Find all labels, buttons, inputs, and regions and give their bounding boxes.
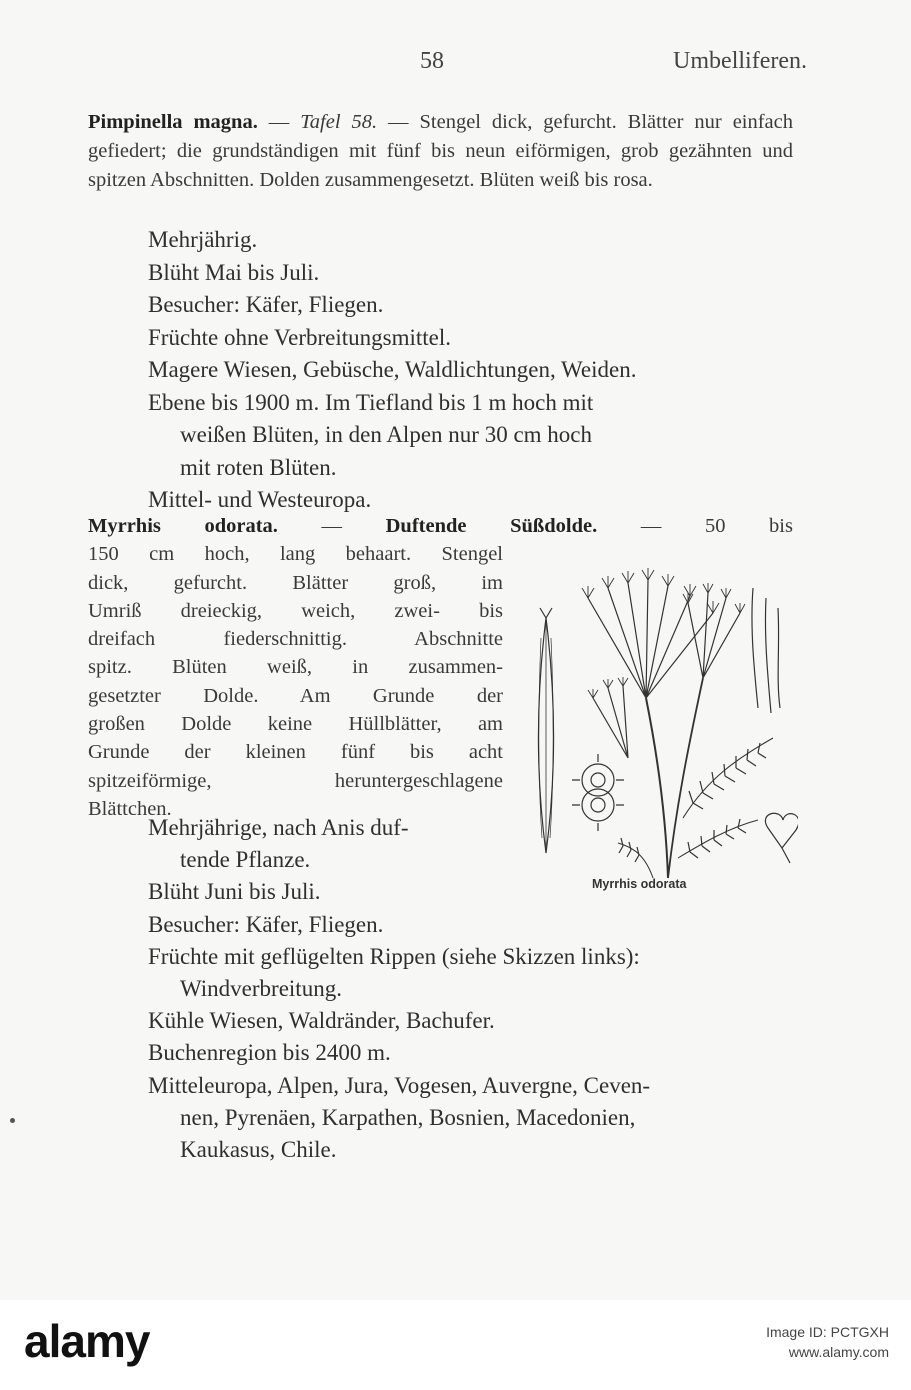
image-id-info: [766, 1322, 889, 1362]
fact-line-continued: Windverbreitung.: [180, 976, 342, 1002]
description-line: spitzeiförmige, heruntergeschlagene: [88, 769, 503, 792]
fact-line: Magere Wiesen, Gebüsche, Waldlichtungen, Weiden.: [148, 357, 637, 382]
fact-line: Mitteleuropa, Alpen, Jura, Vogesen, Auvergne, Ceven-: [148, 1072, 651, 1098]
site-url: www.alamy.com: [788, 1344, 889, 1360]
fact-line: Besucher: Käfer, Fliegen.: [148, 292, 384, 317]
fact-line-continued: weißen Blüten, in den Alpen nur 30 cm hoch: [180, 422, 593, 447]
fact-line: Kühle Wiesen, Waldränder, Bachufer.: [148, 1008, 495, 1034]
description-first-line: Myrrhis odorata. — Duftende Süßdolde. — 50 bis: [88, 515, 793, 537]
fact-line: Buchenregion bis 2400 m.: [148, 1040, 391, 1066]
fact-line: Mehrjährige, nach Anis duf-: [148, 815, 409, 840]
fact-line: Ebene bis 1900 m. Im Tiefland bis 1 m hoch mit: [148, 389, 594, 415]
page-number: 58: [420, 48, 444, 74]
description-line: gesetzter Dolde. Am Grunde der: [88, 684, 503, 707]
fact-line-continued: tende Pflanze.: [180, 847, 311, 873]
species-name: Pimpinella magna.: [88, 111, 258, 133]
description-line: Blättchen.: [88, 797, 172, 820]
fact-line: Besucher: Käfer, Fliegen.: [148, 911, 384, 937]
entry-pimpinella-description: Pimpinella magna. — Tafel 58. — Stengel dick, gefurcht. Blätter nur einfach gefiedert; die grundständigen mit fünf bis neun eiförmigen, grob gezähnten und spitzen Abschnitten. Dolden zusammengesetzt. Blüten weiß bis rosa.: [88, 111, 794, 191]
image-id: Image ID: PCTGXH: [766, 1324, 889, 1340]
myrrhis-illustration: [518, 558, 798, 888]
common-name: Duftende Süßdolde.: [385, 515, 598, 537]
description-line: großen Dolde keine Hüllblätter, am: [88, 713, 503, 736]
description-line: dreifach fiederschnittig. Abschnitte: [88, 628, 503, 651]
page-speck: [10, 1118, 15, 1123]
fact-line-continued: nen, Pyrenäen, Karpathen, Bosnien, Macedonien,: [180, 1104, 636, 1130]
fact-line: Früchte ohne Verbreitungsmittel.: [148, 324, 451, 350]
fact-line: Mittel- und Westeuropa.: [148, 487, 372, 512]
description-line: dick, gefurcht. Blätter groß, im: [88, 571, 503, 594]
fact-line: Blüht Juni bis Juli.: [148, 879, 321, 905]
description-line: Umriß dreieckig, weich, zwei- bis: [88, 599, 503, 622]
fact-line: Blüht Mai bis Juli.: [148, 259, 320, 285]
description-line: 150 cm hoch, lang behaart. Stengel: [88, 543, 503, 566]
fact-line-continued: Kaukasus, Chile.: [180, 1137, 337, 1163]
description-line: spitz. Blüten weiß, in zusammen-: [88, 656, 503, 679]
section-title: Umbelliferen.: [673, 48, 807, 74]
species-name: Myrrhis odorata.: [88, 515, 278, 537]
entry-pimpinella-facts: [148, 224, 808, 517]
description-line: Grunde der kleinen fünf bis acht: [88, 741, 503, 764]
fact-line-continued: mit roten Blüten.: [180, 454, 337, 480]
fact-line: Früchte mit geflügelten Rippen (siehe Skizzen links):: [148, 943, 640, 969]
alamy-logo: alamy: [24, 1315, 150, 1367]
plate-reference: Tafel 58.: [300, 111, 378, 133]
description-text: — Stengel dick, gefurcht. Blätter nur einfach gefiedert; die grundständigen mit fünf bis neun eiförmigen, grob gezähnten und spitzen Abschnitten. Dolden zusammengesetzt. Blüten weiß bis rosa.: [88, 111, 794, 191]
fact-line: Mehrjährig.: [148, 227, 258, 252]
figure-caption: Myrrhis odorata: [592, 877, 687, 891]
watermark-footer: [0, 1300, 911, 1390]
